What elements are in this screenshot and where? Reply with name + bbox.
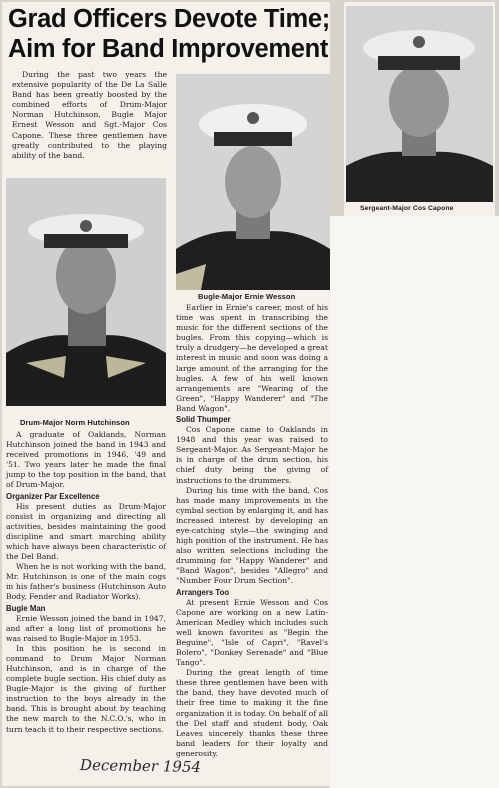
paragraph: Cos Capone came to Oaklands in 1948 and this year was raised to Sergeant-Major. As Sergeant-Major he is in charge of the drum section, his chief duty being the giving of instructions to the drummers. (176, 425, 328, 485)
caption-wesson: Bugle-Major Ernie Wesson (198, 292, 296, 301)
right-column (176, 303, 328, 759)
photo-hutchinson (6, 178, 166, 406)
intro-text: During the past two years the extensive popularity of the De La Salle Band has been greatly boosted by the combined efforts of Drum-Major Norman Hutchinson, Bugle Major Ernest Wesson and Sgt.-Major Cos Capone. These three gentlemen have greatly contributed to the playing ability of the band. (12, 70, 167, 160)
photo-wesson (176, 74, 330, 290)
photo-capone (346, 6, 493, 202)
subhead: Bugle Man (6, 603, 46, 613)
paragraph: In this position he is second in command to Drum Major Norman Hutchinson, and is in charge of the complete bugle section. His chief duty as Bugle-Major is the giving of further instruction to the boys already in the band. This is brought about by teaching the new march to the N.C.O.'s, who in turn teach it to their respective sections. (6, 643, 166, 734)
paragraph: At present Ernie Wesson and Cos Capone are working on a new Latin-American Medley which includes such well known favorites as "Begin the Beguine", "Isle of Capri", "Ravel's Bolero", "Donkey Serenade" and "Blue Tango". (176, 597, 328, 668)
headline: Grad Officers Devote Time; Aim for Band Improvement (8, 5, 330, 63)
left-column (6, 430, 166, 735)
caption-hutchinson: Drum-Major Norm Hutchinson (20, 418, 130, 427)
paragraph: When he is not working with the band, Mr. Hutchinson is one of the main cogs in his father's business (Hutchinson Auto Body, Fender and Radiator Works). (6, 562, 166, 602)
mount-board (330, 216, 499, 788)
paragraph: A graduate of Oaklands, Norman Hutchinson joined the band in 1943 and received promotions in 1946, '49 and '51. Two years later he made the final jump to the top position in the band, that of Drum-Major. (6, 430, 166, 490)
paragraph: During the great length of time these three gentlemen have been with the band, they have devoted much of their free time to making it the fine organization it is today. On behalf of all the Del staff and student body, Oak Leaves sincerely thanks these three band leaders for their loyalty and generosity. (176, 668, 328, 758)
paragraph: His present duties as Drum-Major consist in organizing and directing all activities, besides maintaining the good discipline and smart marching ability which have always been characteristic of the Del Band. (6, 501, 166, 562)
paragraph: Ernie Wesson joined the band in 1947, and after a long list of promotions he was raised to Bugle-Major in 1953. (6, 613, 166, 643)
subhead: Arrangers Too (176, 587, 230, 597)
caption-capone: Sergeant-Major Cos Capone (360, 205, 454, 212)
handwritten-date: December 1954 (79, 755, 202, 777)
paragraph: Earlier in Ernie's career, most of his time was spent in transcribing the music for the different sections of the bugles. From this copying—which is truly a drudgery—he developed a great interest in music and soon was doing a large amount of the arranging for the bugles. A few of his well known arrangements are "Wearing of the Green", "Happy Wanderer" and "The Band Wagon". (176, 303, 328, 413)
subhead: Organizer Par Excellence (6, 491, 100, 501)
paragraph: During his time with the band, Cos has made many improvements in the cymbal section by enlarging it, and has increased interest by developing an eye-catching style—the swinging and high position of the instrument. He has also written selections including the drumming for "Happy Wanderer" and "Band Wagon", besides "Allegro" and "Number Four Drum Section". (176, 485, 328, 586)
intro-paragraph (12, 70, 167, 161)
subhead: Solid Thumper (176, 415, 231, 425)
